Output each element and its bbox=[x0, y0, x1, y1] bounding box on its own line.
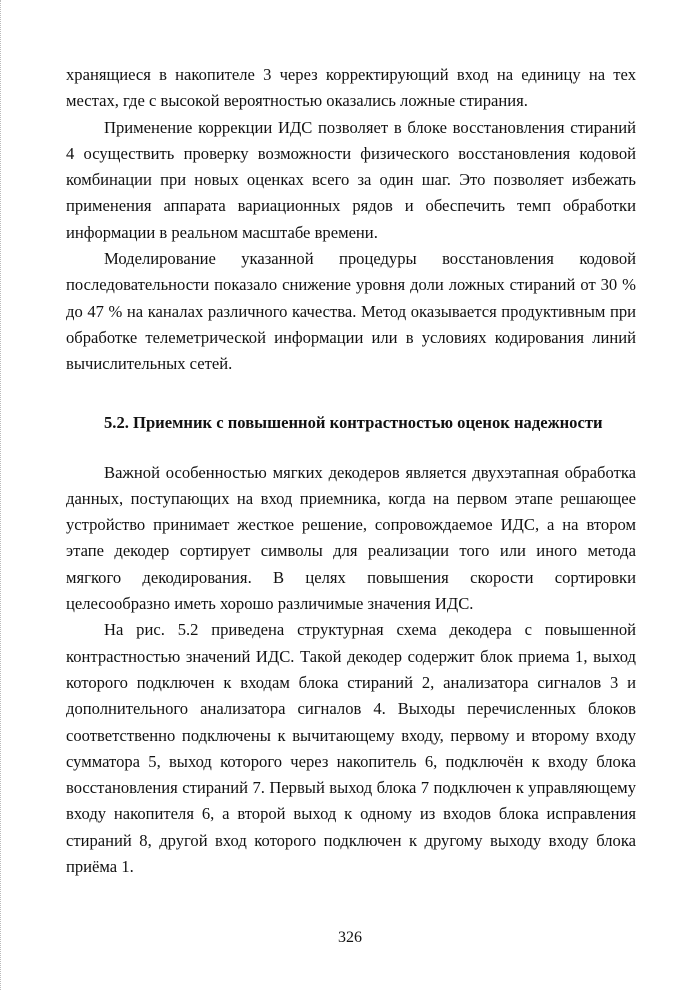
spacer bbox=[66, 436, 636, 460]
spacer bbox=[66, 378, 636, 410]
page-content bbox=[66, 62, 636, 880]
page-edge-dotted-line bbox=[0, 0, 4, 990]
page-number: 326 bbox=[338, 929, 362, 946]
paragraph-figure-description: На рис. 5.2 приведена структурная схема декодера с повышенной контрастностью значений ИДС. Такой декодер содержит блок приема 1, выход которого подключен к входам блока стираний 2, анализатора сигналов 3 и дополнительного анализатора сигналов 4. Выходы перечисленных блоков соответственно подключены к вычитающему входу, первому и второму входу сумматора 5, выход которого через накопитель 6, подключён к входу блока восстановления стираний 7. Первый выход блока 7 подключен к управляющему входу накопителя 6, а второй выход к одному из входов блока исправления стираний 8, другой вход которого подключен к другому выходу входу блока приёма 1. bbox=[66, 620, 636, 877]
paragraph-continuation: хранящиеся в накопителе 3 через корректирующий вход на единицу на тех местах, где с высокой вероятностью оказались ложные стирания. bbox=[66, 65, 636, 111]
paragraph-correction-ids: Применение коррекции ИДС позволяет в блоке восстановления стираний 4 осуществить проверку возможности физического восстановления кодовой комбинации при новых оценках всего за один шаг. Это позволяет избежать применения аппарата вариационных рядов и обеспечить темп обработки информации в реальном масштабе времени. bbox=[66, 117, 636, 242]
section-heading: 5.2. Приемник с повышенной контрастностью оценок надежности bbox=[104, 412, 603, 432]
paragraph-modeling: Моделирование указанной процедуры восстановления кодовой последовательности показало снижение уровня доли ложных стираний от 30 % до 47 % на каналах различного качества. Метод оказывается продуктивным при обработке телеметрической информации или в условиях кодирования линий вычислительных сетей. bbox=[66, 249, 636, 374]
paragraph-soft-decoders: Важной особенностью мягких декодеров является двухэтапная обработка данных, поступающих на вход приемника, когда на первом этапе решающее устройство принимает жесткое решение, сопровождаемое ИДС, а на втором этапе декодер сортирует символы для реализации того или иного метода мягкого декодирования. В целях повышения скорости сортировки целесообразно иметь хорошо различимые значения ИДС. bbox=[66, 462, 636, 614]
